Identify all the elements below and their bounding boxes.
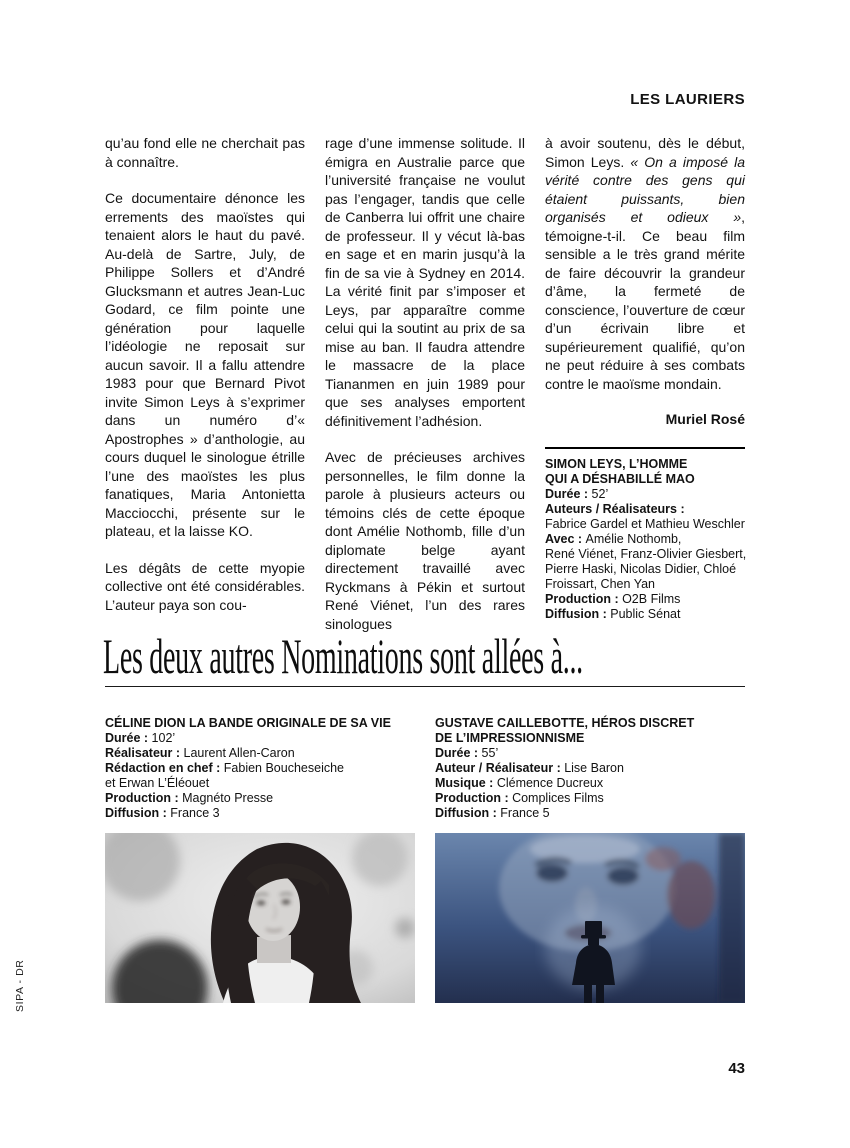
text-run: Durée : [435, 746, 482, 760]
caillebotte-still-illustration [435, 833, 745, 1003]
text-line [435, 791, 750, 806]
text-line [105, 806, 420, 821]
text-run: Auteurs / Réalisateurs : [545, 502, 685, 516]
infobox-credits [545, 487, 745, 622]
text-run: Ce documentaire dénonce les errements des maoïstes qui tenaient alors le haut du pavé. Au-delà de Sartre, July, de Philippe Sollers et d’André Glucksmann et autres Jean-Luc Godard, ce film pointe une génération pour laquelle l’idéologie ne reposait sur aucun savoir. Il a fallu attendre 1983 pour que Bernard Pivot invite Simon Leys à s’exprimer dans un numéro d’« Apostrophes » d’anthologie, au cours duquel le sinologue étrille l’une des maoïstes les plus fanatiques, Maria Antonietta Macciocchi, présente sur le plateau, et la laisse KO. [105, 190, 305, 539]
text-run: Durée : [105, 731, 152, 745]
nomination-2-title [435, 716, 750, 746]
text-line [105, 776, 420, 791]
text-run: France 5 [500, 806, 550, 820]
text-run: Clémence Ducreux [496, 776, 604, 790]
text-run: 55’ [481, 746, 499, 760]
leg-left [584, 983, 592, 1003]
nomination-1-credits [105, 731, 420, 821]
text-line [435, 806, 750, 821]
article-paragraph [325, 134, 525, 430]
article-paragraph [105, 134, 305, 171]
text-run: Amélie Nothomb, [585, 532, 682, 546]
top-hat [585, 921, 602, 936]
text-run: Durée : [545, 487, 592, 501]
text-run: Musique : [435, 776, 497, 790]
text-line: CÉLINE DION LA BANDE ORIGINALE DE SA VIE [105, 716, 391, 730]
text-run: Rédaction en chef : [105, 761, 224, 775]
text-run: Froissart, Chen Yan [545, 577, 656, 591]
text-run: Réalisateur : [105, 746, 184, 760]
text-run: Magnéto Presse [182, 791, 274, 805]
text-run: rage d’une immense solitude. Il émigra en Australie parce que l’université française ne voulut pas l’engager, tandis que celle de Canberra lui offrit une chaire de professeur. Il y vécut là-bas en sage et en marin jusqu’à la fin de sa vie à Sydney en 2014. La vérité finit par s’imposer et Leys, par apparaître comme celui qui la soutint au prix de sa mise au ban. Il faudra attendre le massacre de la place Tiananmen en juin 1989 pour que ses analyses emportent définitivement l’adhésion. [325, 135, 525, 429]
section-header: LES LAURIERS [630, 91, 745, 108]
text-line [545, 562, 745, 577]
nominations-heading-wrap [103, 629, 803, 684]
text-run: Auteur / Réalisateur : [435, 761, 565, 775]
text-line [105, 791, 420, 806]
text-line: DE L’IMPRESSIONNISME [435, 731, 585, 745]
text-run: Fabien Boucheseiche [223, 761, 345, 775]
hat-brim [581, 935, 606, 939]
article-columns [105, 134, 745, 651]
nomination-1-credits-block [105, 716, 420, 821]
text-run: Lise Baron [564, 761, 624, 775]
text-run: Fabrice Gardel et Mathieu Weschler [545, 517, 745, 531]
text-run: 102’ [151, 731, 176, 745]
text-run: René Viénet, Franz-Olivier Giesbert, [545, 547, 747, 561]
text-line [105, 731, 420, 746]
leg-right [596, 983, 604, 1003]
text-line [105, 746, 420, 761]
text-line [545, 577, 745, 592]
nomination-1-title [105, 716, 420, 731]
text-line [545, 592, 745, 607]
text-run: Diffusion : [545, 607, 611, 621]
celine-dion-photo-illustration [105, 833, 415, 1003]
text-line [545, 517, 745, 532]
text-run: Pierre Haski, Nicolas Didier, Chloé [545, 562, 737, 576]
text-run: Production : [105, 791, 183, 805]
article-paragraph [105, 559, 305, 615]
divider-rule [105, 686, 745, 687]
text-line [545, 607, 745, 622]
text-line: SIMON LEYS, L’HOMME [545, 457, 688, 471]
article-column-1 [105, 134, 305, 651]
page-number: 43 [728, 1060, 745, 1077]
text-run: Avec : [545, 532, 586, 546]
text-run: O2B Films [622, 592, 681, 606]
text-line [105, 761, 420, 776]
article-paragraph [545, 134, 745, 393]
article-paragraph [325, 448, 525, 633]
text-run: , témoigne-t-il. Ce beau film sensible a le très grand mérite de faire découvrir la grandeur d’âme, la fermeté de conscience, l’ouverture de cœur d’un écrivain libre et supérieurement qualifié, qu’on ne peut réduire à ses combats contre le maoïsme mondain. [545, 209, 745, 392]
text-line [435, 746, 750, 761]
text-line [435, 776, 750, 791]
photo-credit: SIPA - DR [14, 959, 26, 1012]
text-line: QUI A DÉSHABILLÉ MAO [545, 472, 695, 486]
article-column-2 [325, 134, 525, 651]
text-run: Production : [545, 592, 623, 606]
text-run: Complices Films [512, 791, 604, 805]
text-run: Diffusion : [435, 806, 501, 820]
text-run: Diffusion : [105, 806, 171, 820]
text-run: à avoir soutenu, dès le début, Simon Leys. [545, 135, 745, 170]
caillebotte-film-still [435, 833, 745, 1003]
text-line [545, 502, 745, 517]
text-run: Laurent Allen-Caron [183, 746, 295, 760]
text-run: Les dégâts de cette myopie collective ont été considérables. L’auteur paya son cou- [105, 559, 305, 613]
text-run: « On a imposé la vérité contre des gens qui étaient puissants, bien organisés et odieux » [545, 153, 745, 225]
article-column-3-text [545, 134, 745, 393]
article-column-3 [545, 134, 745, 651]
infobox-title [545, 457, 745, 487]
text-run: Production : [435, 791, 513, 805]
text-run: qu’au fond elle ne cherchait pas à connaître. [105, 135, 305, 170]
nomination-2-credits-block [435, 716, 750, 821]
head [588, 938, 599, 945]
nominations-heading: Les deux autres Nominations sont allées à... [103, 628, 583, 684]
text-line: GUSTAVE CAILLEBOTTE, HÉROS DISCRET [435, 716, 695, 730]
text-line [545, 532, 745, 547]
byline: Muriel Rosé [665, 411, 745, 427]
nomination-2-credits [435, 746, 750, 821]
program-infobox [545, 447, 745, 622]
celine-dion-photo [105, 833, 415, 1003]
text-run: Public Sénat [610, 607, 681, 621]
text-run: et Erwan L’Éléouet [105, 776, 210, 790]
text-line [545, 547, 745, 562]
text-line [545, 487, 745, 502]
text-run: 52’ [591, 487, 609, 501]
article-paragraph [105, 189, 305, 541]
text-line [435, 761, 750, 776]
text-run: Avec de précieuses archives personnelles, le film donne la parole à plusieurs acteurs ou témoins clés de cette époque dont Amélie Nothomb, fille d’un diplomate belge ayant directement travaillé avec Ryckmans à Pékin et surtout René Viénet, l’un des rares sinologues [325, 449, 525, 632]
text-run: France 3 [170, 806, 220, 820]
